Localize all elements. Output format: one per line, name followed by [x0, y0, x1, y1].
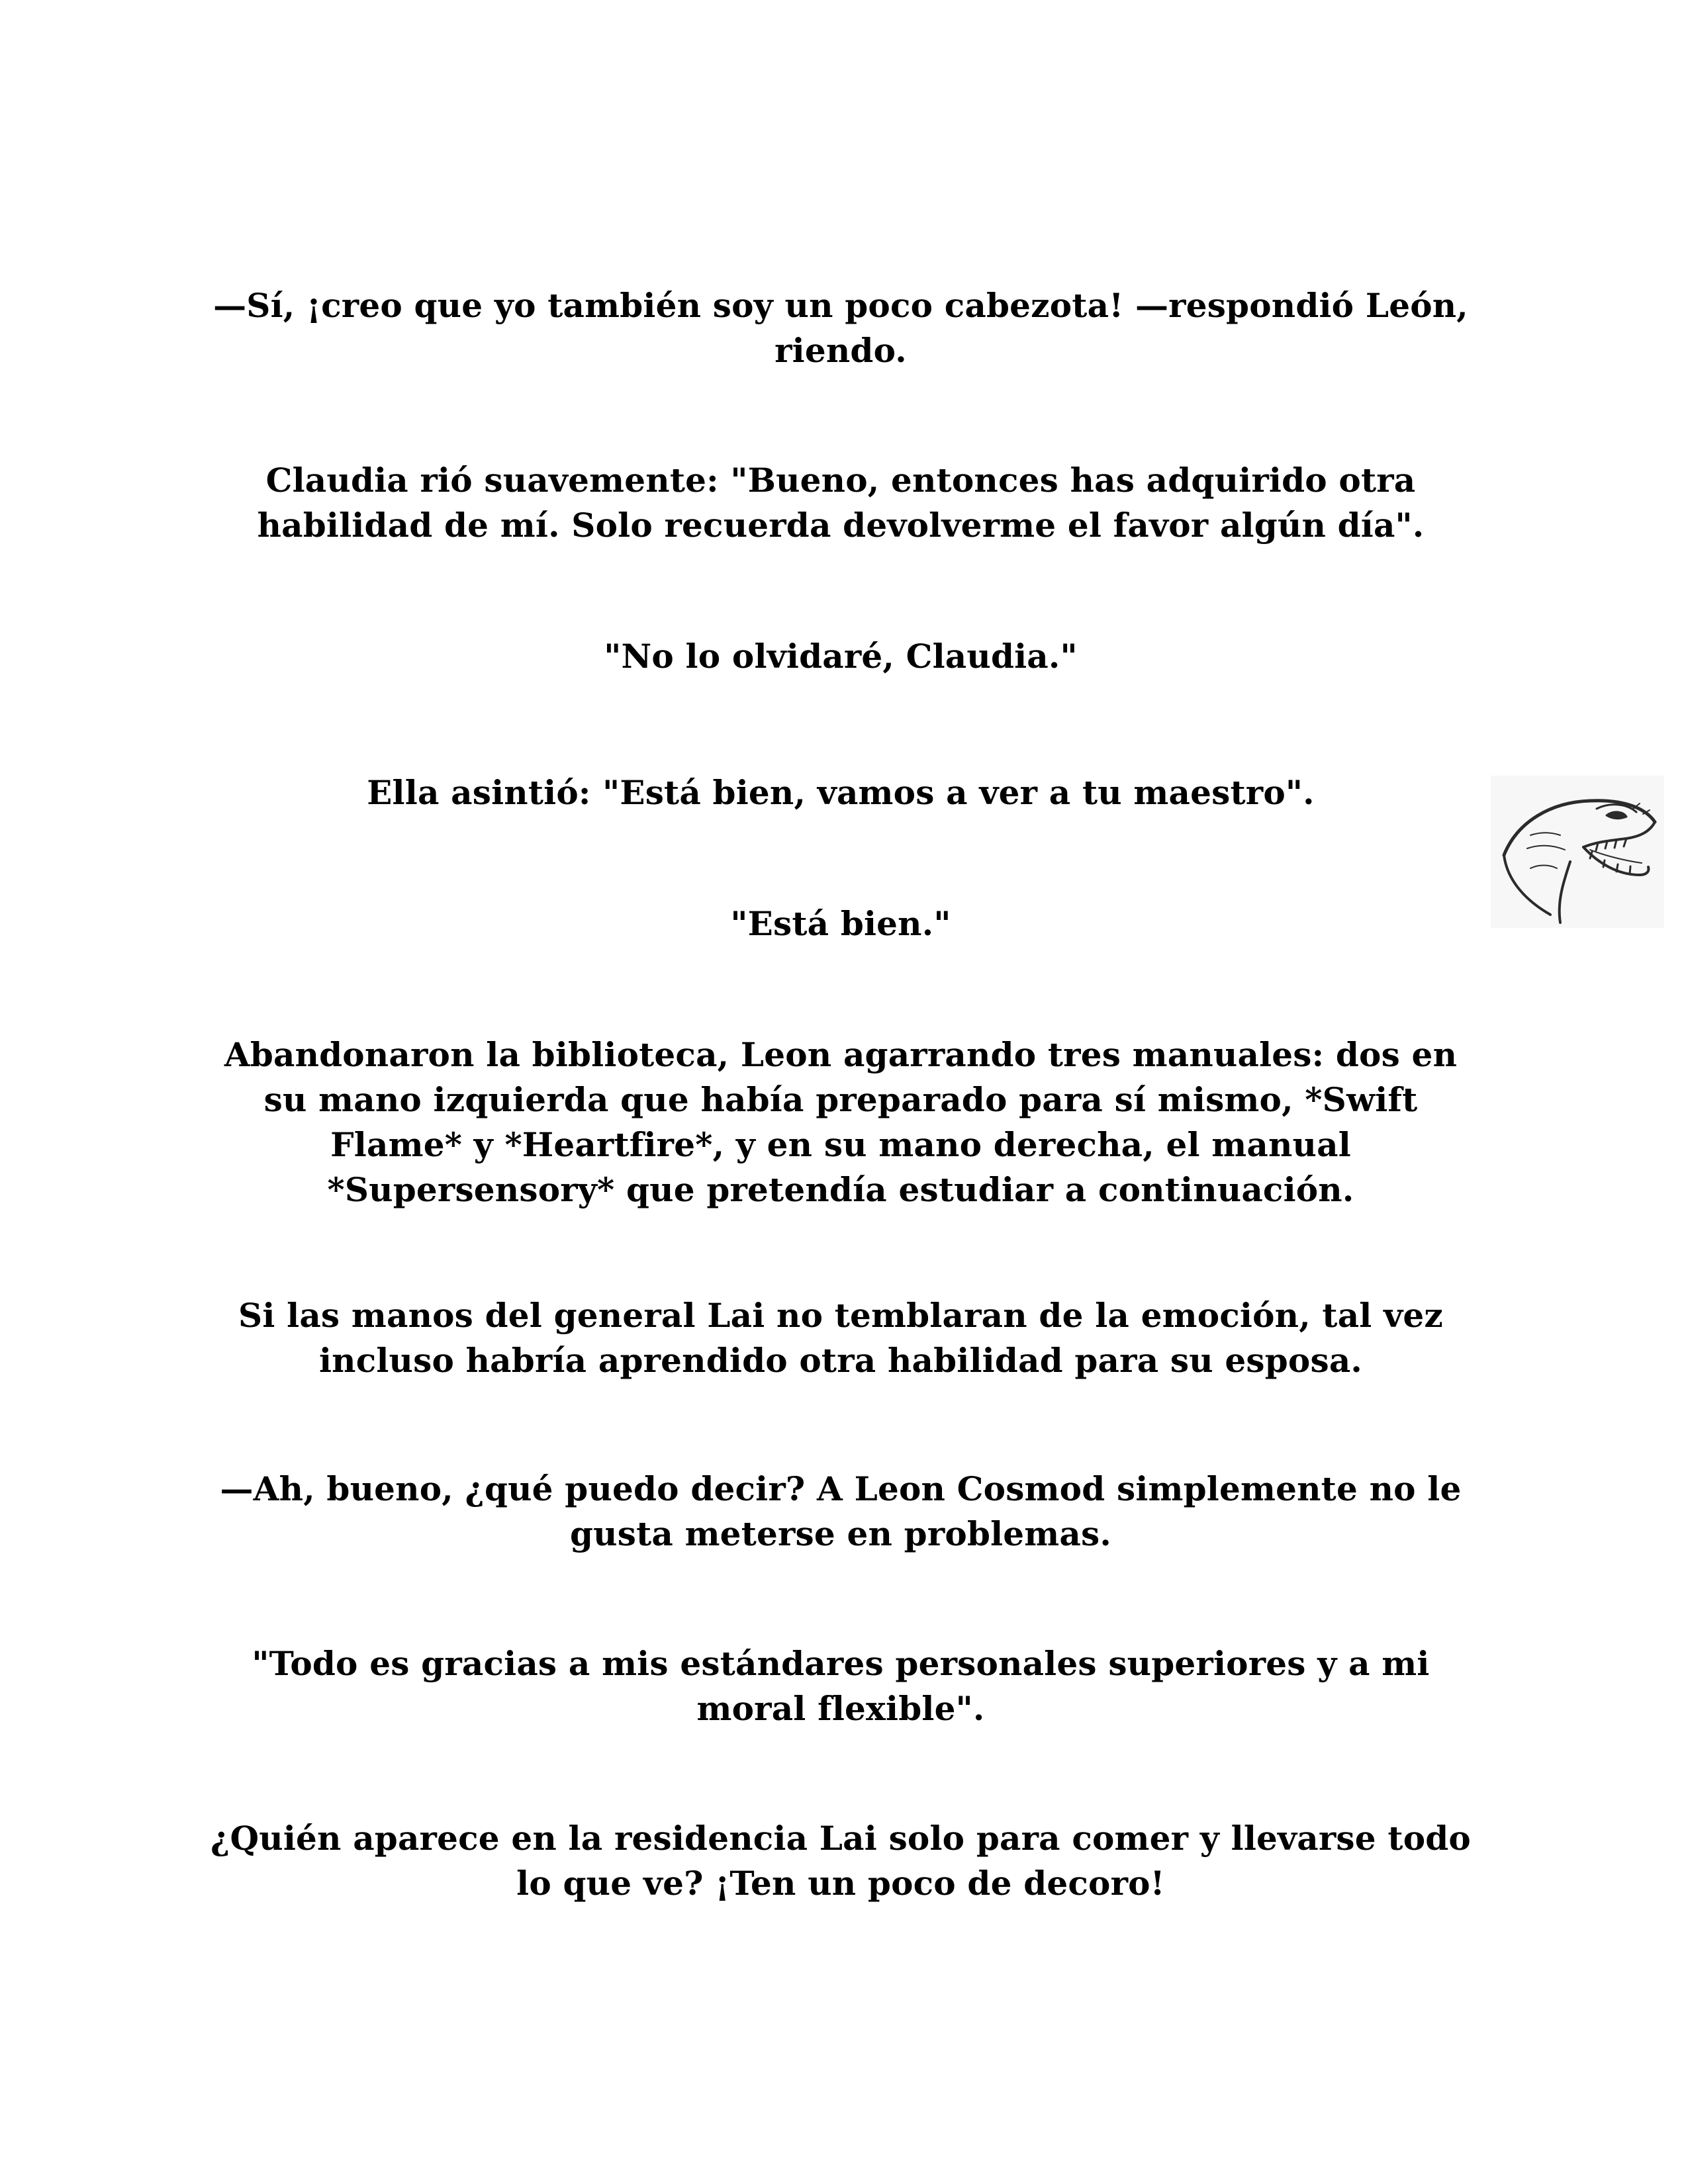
- paragraph-5: "Está bien.": [730, 904, 951, 943]
- paragraph-3: "No lo olvidaré, Claudia.": [604, 637, 1078, 676]
- paragraph-6: Abandonaron la biblioteca, Leon agarrando tres manuales: dos en su mano izquierda que había preparado para sí mismo, *Swift Flame* y *Heartfire*, y en su mano derecha, el manual *Supersensory* que pretendía estudiar a continuación.: [224, 1035, 1458, 1209]
- dinosaur-head-icon: [1491, 776, 1664, 928]
- paragraph-10: ¿Quién aparece en la residencia Lai solo para comer y llevarse todo lo que ve? ¡Ten un poco de decoro!: [211, 1819, 1471, 1903]
- document-page: [199, 0, 1483, 2184]
- paragraph-8: —Ah, bueno, ¿qué puedo decir? A Leon Cosmod simplemente no le gusta meterse en problemas.: [220, 1469, 1462, 1553]
- paragraph-9: "Todo es gracias a mis estándares personales superiores y a mi moral flexible".: [252, 1644, 1430, 1728]
- paragraph-2: Claudia rió suavemente: "Bueno, entonces has adquirido otra habilidad de mí. Solo recuerda devolverme el favor algún día".: [257, 461, 1425, 545]
- paragraph-4: Ella asintió: "Está bien, vamos a ver a tu maestro".: [367, 773, 1315, 812]
- paragraph-7: Si las manos del general Lai no temblaran de la emoción, tal vez incluso habría aprendido otra habilidad para su esposa.: [238, 1296, 1443, 1380]
- paragraph-1: —Sí, ¡creo que yo también soy un poco cabezota! —respondió León, riendo.: [213, 286, 1468, 370]
